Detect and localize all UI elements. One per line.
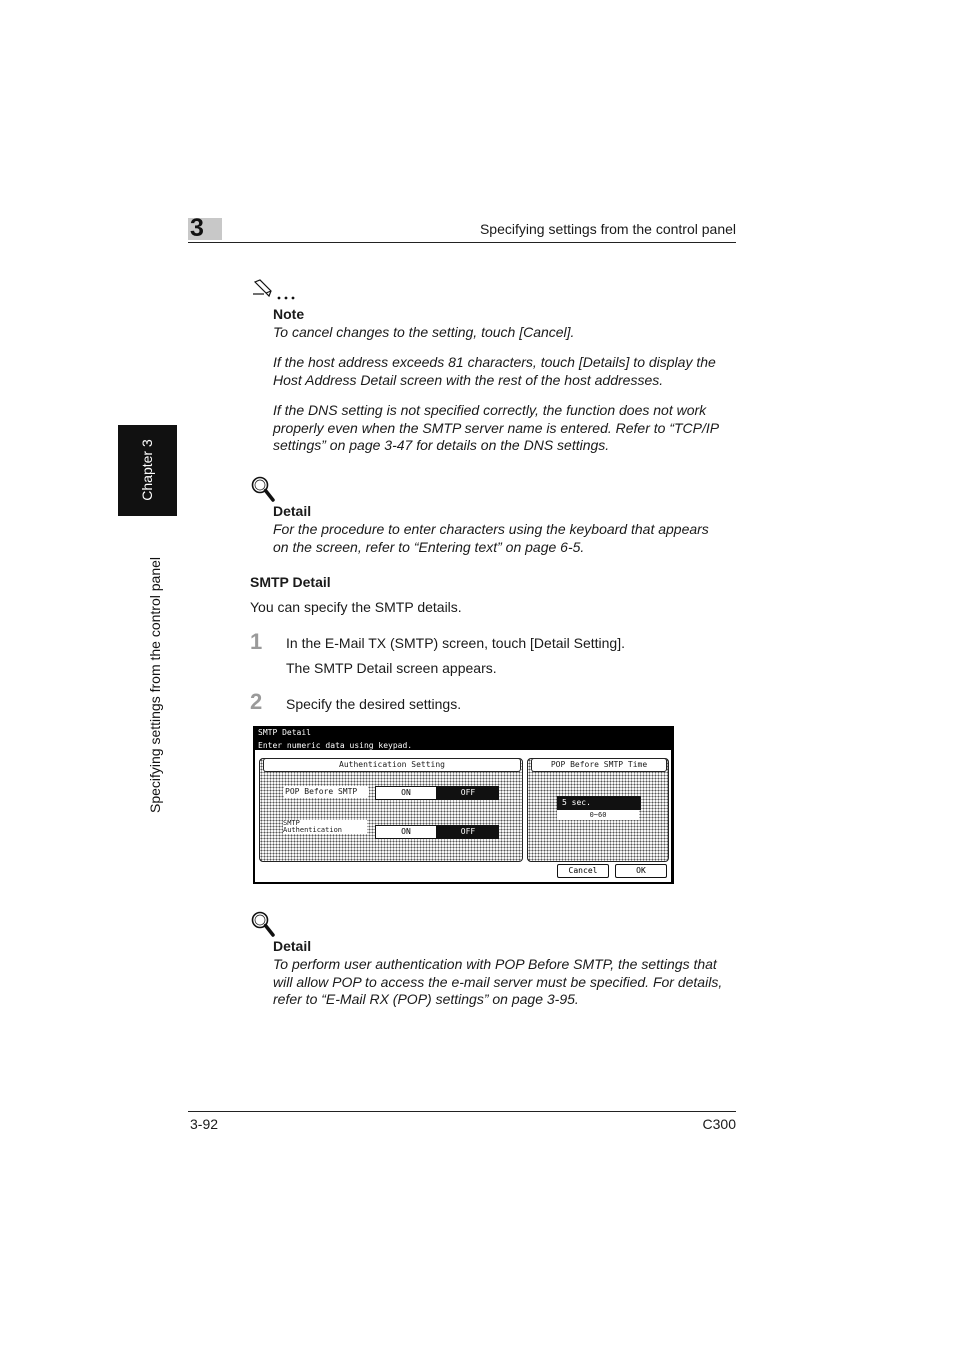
screen-instruction: Enter numeric data using keypad. xyxy=(258,741,413,750)
step-number: 1 xyxy=(250,629,263,654)
chapter-tab-label: Chapter 3 xyxy=(139,439,155,501)
step-text: In the E-Mail TX (SMTP) screen, touch [Detail Setting]. xyxy=(286,635,625,651)
authentication-setting-group xyxy=(259,758,523,862)
section-title: SMTP Detail xyxy=(250,574,331,590)
pencil-note-icon xyxy=(252,278,298,302)
pop-before-smtp-time-label: POP Before SMTP Time xyxy=(531,758,667,772)
step-number: 2 xyxy=(250,689,263,714)
section-intro: You can specify the SMTP details. xyxy=(250,599,462,615)
screen-title: SMTP Detail xyxy=(258,728,311,737)
smtp-authentication-label: SMTP Authentication xyxy=(283,820,367,834)
pop-before-smtp-off-button[interactable]: OFF xyxy=(437,786,499,800)
model-name: C300 xyxy=(702,1116,736,1132)
note-paragraph-3: If the DNS setting is not specified correctly, the function does not work properly even when the SMTP server name is entered. Refer to “TCP/IP settings” on page 3-47 for details on the DNS settings. xyxy=(273,402,720,453)
note-paragraph-2: If the host address exceeds 81 characters, touch [Details] to display the Host Address Detail screen with the rest of the host addresses. xyxy=(273,354,716,388)
detail-title: Detail xyxy=(273,938,312,954)
smtp-authentication-off-button[interactable]: OFF xyxy=(437,825,499,839)
header-title: Specifying settings from the control panel xyxy=(479,221,736,237)
detail-text: For the procedure to enter characters using the keyboard that appears on the screen, refer to “Entering text” on page 6-5. xyxy=(273,521,709,555)
time-value-field[interactable]: 5 sec. xyxy=(557,796,641,810)
smtp-detail-screen xyxy=(253,726,674,884)
step-result: The SMTP Detail screen appears. xyxy=(286,660,497,676)
header-rule xyxy=(188,242,736,243)
magnifier-icon xyxy=(250,475,276,503)
smtp-authentication-on-button[interactable]: ON xyxy=(375,825,437,839)
note-title: Note xyxy=(273,306,305,322)
cancel-button[interactable]: Cancel xyxy=(557,864,609,878)
time-range-hint: 0~60 xyxy=(557,810,639,820)
note-paragraph-1: To cancel changes to the setting, touch [Cancel]. xyxy=(273,324,575,340)
magnifier-icon xyxy=(250,910,276,938)
pop-before-smtp-label: POP Before SMTP xyxy=(283,786,369,798)
ok-button[interactable]: OK xyxy=(615,864,667,878)
screen-body xyxy=(255,750,671,882)
authentication-setting-label: Authentication Setting xyxy=(263,758,521,772)
pop-before-smtp-on-button[interactable]: ON xyxy=(375,786,437,800)
page-number: 3-92 xyxy=(190,1116,219,1132)
detail-title: Detail xyxy=(273,503,312,519)
chapter-number: 3 xyxy=(190,214,204,242)
detail-text: To perform user authentication with POP Before SMTP, the settings that will allow POP to access the e-mail server must be specified. For details, refer to “E-Mail RX (POP) settings” on page 3-95. xyxy=(273,956,723,1007)
step-text: Specify the desired settings. xyxy=(286,696,462,712)
running-title: Specifying settings from the control panel xyxy=(147,556,163,814)
footer-rule xyxy=(188,1111,736,1112)
